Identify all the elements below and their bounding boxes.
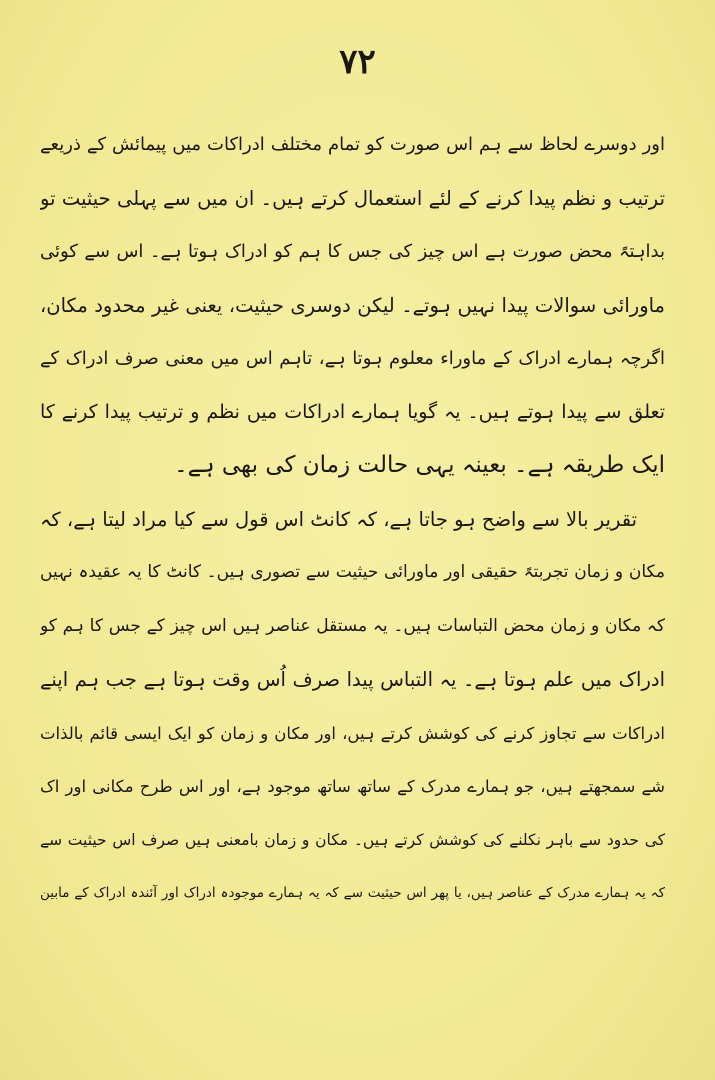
text-line: ادراک میں علم ہوتا ہے۔ یہ التباس پیدا صرف اُس وقت ہوتا ہے جب ہم اپنے	[40, 668, 665, 691]
text-line: تقریر بالا سے واضح ہو جاتا ہے، کہ کانٹ اس قول سے کیا مراد لیتا ہے، کہ	[40, 507, 637, 531]
text-line: اور دوسرے لحاظ سے ہم اس صورت کو تمام مختلف ادراکات میں پیمائش کے ذریعے	[40, 134, 665, 155]
text-line: اگرچہ ہمارے ادراک کے ماوراء معلوم ہوتا ہے، تاہم اس میں معنی صرف ادراک کے	[40, 348, 665, 369]
text-line: بداہتہً محض صورت ہے اس چیز کی جس کا ہم کو ادراک ہوتا ہے۔ اس سے کوئی	[40, 241, 665, 262]
text-line: مکان و زمان تجربتہً حقیقی اور ماورائی حیثیت سے تصوری ہیں۔ کانٹ کا یہ عقیدہ نہیں	[40, 562, 665, 582]
text-line: کی حدود سے باہر نکلنے کی کوشش کرتے ہیں۔ مکان و زمان بامعنی ہیں صرف اس حیثیت سے	[40, 830, 665, 849]
text-line: ایک طریقہ ہے۔ بعینہ یہی حالت زمان کی بھی ہے۔	[174, 452, 665, 478]
text-line: تعلق سے پیدا ہوتے ہیں۔ یہ گویا ہمارے ادراکات میں نظم و ترتیب پیدا کرنے کا	[40, 400, 665, 423]
text-line: ترتیب و نظم پیدا کرنے کے لئے استعمال کرتے ہیں۔ ان میں سے پہلی حیثیت تو	[40, 186, 665, 210]
text-line: کہ یہ ہمارے مدرک کے عناصر ہیں، یا پھر اس حیثیت سے کہ یہ ہمارے موجودہ ادراک اور آئندہ ادراک کے مابین	[40, 885, 665, 901]
body-text	[40, 118, 665, 921]
text-line: کہ مکان و زمان محض التباسات ہیں۔ یہ مستقل عناصر ہیں اس چیز کے جس کا ہم کو	[40, 615, 665, 636]
text-line: شے سمجھتے ہیں، جو ہمارے مدرک کے ساتھ ساتھ موجود ہے، اور اس طرح مکانی اور اک	[40, 777, 665, 796]
text-line: ماورائی سوالات پیدا نہیں ہوتے۔ لیکن دوسری حیثیت، یعنی غیر محدود مکان،	[40, 293, 665, 317]
page-number: ۷۲	[339, 42, 376, 82]
text-line: ادراکات سے تجاوز کرنے کی کوشش کرتے ہیں، اور مکان و زمان کو ایک ایسی قائم بالذات	[40, 723, 665, 743]
